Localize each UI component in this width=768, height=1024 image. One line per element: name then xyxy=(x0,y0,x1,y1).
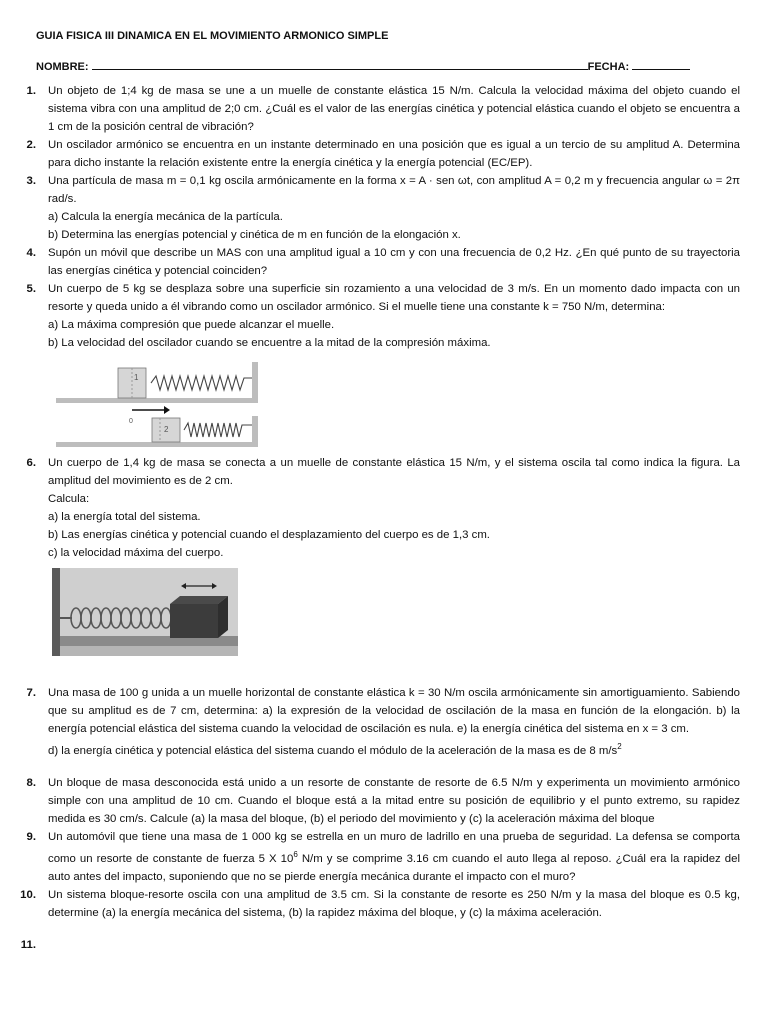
superscript: 6 xyxy=(293,849,298,859)
question-part xyxy=(48,738,740,760)
question-text: Un oscilador armónico se encuentra en un instante determinado en una posición que es igual a un tercio de su amplitud A. Determina para dicho instante la relación existente entre la energía cinética y la energía potencial (EC/EP). xyxy=(48,139,740,169)
name-date-line xyxy=(36,58,736,73)
question-number: 11. xyxy=(20,938,36,951)
question-part: b) Determina las energías potencial y cinética de m en función de la elongación x. xyxy=(48,229,461,241)
name-field[interactable] xyxy=(92,58,588,70)
date-label: FECHA: xyxy=(587,61,630,73)
question-part: a) la energía total del sistema. xyxy=(48,511,201,523)
question-3 xyxy=(12,172,740,244)
question-text: Un cuerpo de 1,4 kg de masa se conecta a un muelle de constante elástica 15 N/m, y el sistema oscila tal como indica la figura. La amplitud del movimiento es de 2 cm. xyxy=(48,457,740,487)
question-text-part2: N/m y se comprime 3.16 cm cuando el auto llega al reposo. ¿Cuál era la rapidez del auto antes del impacto, suponiendo que no se pierde energía mecánica durante el impacto con el muro? xyxy=(48,852,740,883)
question-number: 4. xyxy=(26,247,36,259)
question-text: Un objeto de 1;4 kg de masa se une a un muelle de constante elástica 15 N/m. Calcula la velocidad máxima del objeto cuando el sistema vibra con una amplitud de 2;0 cm. ¿Cuál es el valor de las energías cinética y potencial elástica cuando el objeto se encuentra a 1 cm de la posición central de vibración? xyxy=(48,85,740,133)
question-9 xyxy=(12,828,740,886)
question-part: c) la velocidad máxima del cuerpo. xyxy=(48,547,224,559)
question-number: 5. xyxy=(26,283,36,295)
question-number: 9. xyxy=(26,830,36,843)
question-part-text: d) la energía cinética y potencial elástica del sistema cuando el módulo de la aceleración de la masa es de 8 m/s xyxy=(48,744,618,757)
question-number: 8. xyxy=(26,776,36,789)
block-label-bottom: 2 xyxy=(164,425,169,434)
question-text: Una partícula de masa m = 0,1 kg oscila armónicamente en la forma x = A · sen ωt, con amplitud A = 0,2 m y frecuencia angular ω = 2π rad/s. xyxy=(48,175,740,205)
question-number: 2. xyxy=(26,139,36,151)
question-part: a) Calcula la energía mecánica de la partícula. xyxy=(48,211,283,223)
question-number: 7. xyxy=(26,687,36,699)
question-number: 1. xyxy=(26,85,36,97)
superscript: 2 xyxy=(617,742,622,751)
question-text: Un sistema bloque-resorte oscila con una amplitud de 3.5 cm. Si la constante de resorte es 250 N/m y la masa del bloque es 0.5 kg, determine (a) la energía mecánica del sistema, (b) la rapidez máxima del bloque, y (c) la máxima aceleración. xyxy=(48,888,740,919)
spring-collision-diagram xyxy=(56,360,286,448)
question-2 xyxy=(12,136,740,172)
name-label: NOMBRE: xyxy=(36,61,89,73)
question-8 xyxy=(12,774,740,828)
question-part: a) La máxima compresión que puede alcanzar el muelle. xyxy=(48,319,335,331)
question-4 xyxy=(12,244,740,280)
question-6 xyxy=(12,454,740,666)
question-list xyxy=(12,82,740,954)
question-text: Supón un móvil que describe un MAS con una amplitud igual a 10 cm y con una frecuencia de 0,2 Hz. ¿En qué punto de su trayectoria las energías cinética y potencial coinciden? xyxy=(48,247,740,277)
question-text: Una masa de 100 g unida a un muelle horizontal de constante elástica k = 30 N/m oscila armónicamente sin amortiguamiento. Sabiendo que su amplitud es de 7 cm, determina: a) la expresión de la velocidad de oscilación de la masa en función de la elongación. b) la energía potencial elástica del sistema cuando la velocidad de oscilación es nula. e) la energía cinética del sistema en x = 3 cm. xyxy=(48,687,740,735)
date-field[interactable] xyxy=(632,58,690,70)
spring-collision-figure xyxy=(56,360,286,448)
question-5 xyxy=(12,280,740,454)
question-number: 3. xyxy=(26,175,36,187)
question-11 xyxy=(12,936,740,954)
question-10 xyxy=(12,886,740,922)
page-title: GUIA FISICA III DINAMICA EN EL MOVIMIENTO ARMONICO SIMPLE xyxy=(36,30,389,42)
question-1 xyxy=(12,82,740,136)
question-part: b) La velocidad del oscilador cuando se encuentre a la mitad de la compresión máxima. xyxy=(48,337,491,349)
question-number: 6. xyxy=(26,457,36,469)
question-part: b) Las energías cinética y potencial cuando el desplazamiento del cuerpo es de 1,3 cm. xyxy=(48,529,490,541)
block-label-top: 1 xyxy=(134,373,139,382)
question-7 xyxy=(12,684,740,760)
spring-block-photo xyxy=(52,568,238,656)
question-text xyxy=(48,828,740,886)
question-number: 10. xyxy=(20,888,36,901)
question-text: Un cuerpo de 5 kg se desplaza sobre una superficie sin rozamiento a una velocidad de 3 m/s. En un momento dado impacta con un resorte y queda unido a él vibrando como un oscilador armónico. Si el muelle tiene una constante k = 750 N/m, determina: xyxy=(48,283,740,313)
origin-label: 0 xyxy=(129,418,133,425)
question-text-part1: Un automóvil que tiene una masa de 1 000 kg se estrella en un muro de ladrillo en una prueba de seguridad. La defensa se comporta como un resorte de constante de fuerza 5 X 10 xyxy=(48,830,740,865)
spring-block-illustration xyxy=(52,568,238,656)
question-text: Un bloque de masa desconocida está unido a un resorte de constante de resorte de 6.5 N/m y experimenta un movimiento armónico simple con una amplitud de 10 cm. Cuando el bloque está a la mitad entre su posición de equilibrio y el punto extremo, su rapidez medida es 30 cm/s. Calcule (a) la masa del bloque, (b) el periodo del movimiento y (c) la aceleración máxima del bloque xyxy=(48,776,740,825)
question-part: Calcula: xyxy=(48,493,90,505)
